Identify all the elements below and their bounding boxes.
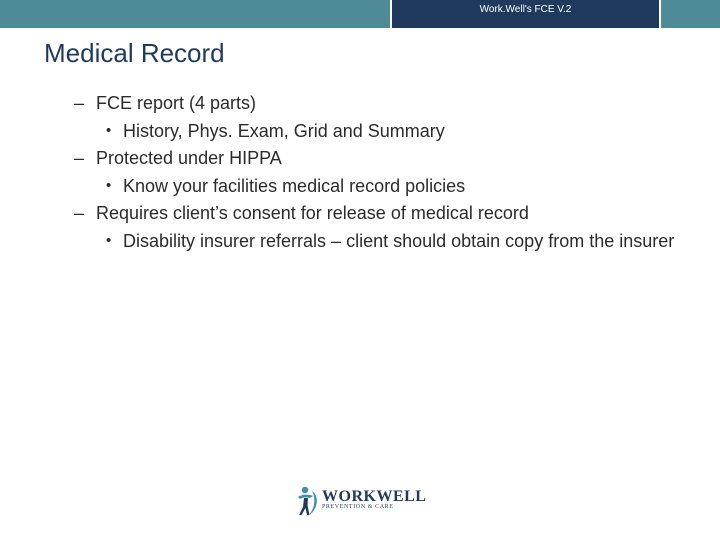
logo-tagline: PREVENTION & CARE xyxy=(322,504,394,510)
sub-list-item xyxy=(106,228,694,254)
list-item xyxy=(74,199,694,228)
header-bar-right xyxy=(661,0,720,28)
list-item xyxy=(74,144,694,173)
header-bar xyxy=(0,0,720,28)
bullet-marker: • xyxy=(106,232,112,249)
sub-list-item xyxy=(106,118,694,144)
dash-marker: – xyxy=(74,93,85,113)
list-item-text: Protected under HIPPA xyxy=(96,148,282,168)
bullet-marker: • xyxy=(106,177,112,194)
sub-list-item xyxy=(106,173,694,199)
workwell-logo xyxy=(294,485,427,519)
figure-swoosh-icon xyxy=(294,485,322,519)
dash-marker: – xyxy=(74,148,85,168)
sub-list-item-text: History, Phys. Exam, Grid and Summary xyxy=(123,121,445,141)
sub-list-item-text: Disability insurer referrals – client should obtain copy from the insurer xyxy=(123,231,675,251)
slide-body xyxy=(74,89,694,254)
sub-list-item-text: Know your facilities medical record policies xyxy=(123,176,466,196)
header-text: Work.Well's FCE V.2 xyxy=(479,4,572,15)
list-item xyxy=(74,89,694,118)
logo-wordmark: WORKWELL xyxy=(322,488,427,505)
bullet-marker: • xyxy=(106,122,112,139)
slide-title: Medical Record xyxy=(44,38,225,68)
logo-text-block xyxy=(322,488,426,510)
list-item-text: Requires client’s consent for release of medical record xyxy=(96,203,529,223)
dash-marker: – xyxy=(74,203,85,223)
header-bar-left xyxy=(0,0,390,28)
list-item-text: FCE report (4 parts) xyxy=(96,93,257,113)
